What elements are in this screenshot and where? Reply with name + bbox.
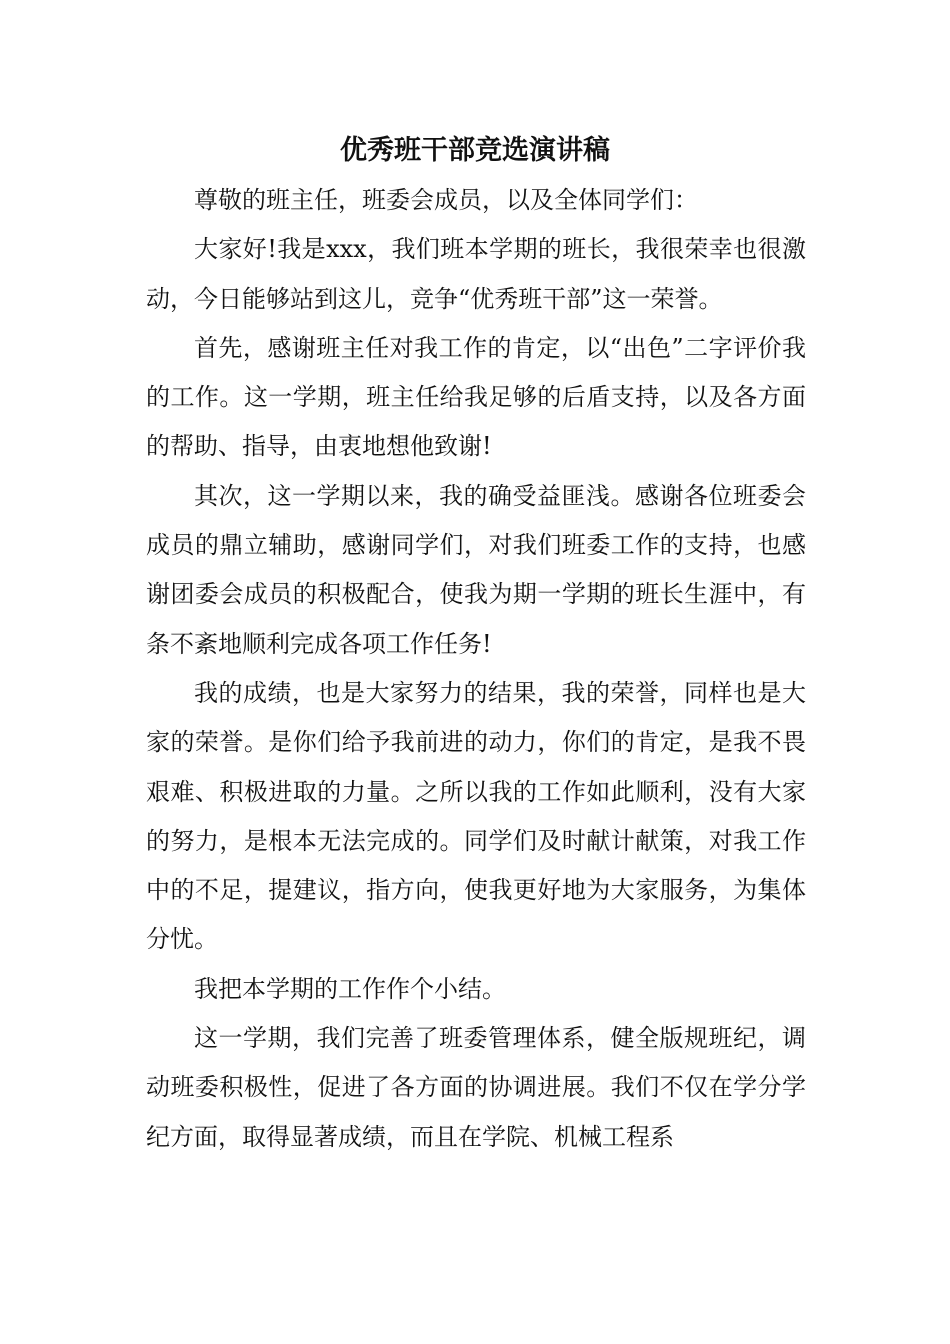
document-body: [146, 176, 806, 1162]
document-title: 优秀班干部竞选演讲稿: [340, 135, 610, 166]
thanks-teacher-paragraph: 首先，感谢班主任对我工作的肯定，以“出色”二字评价我的工作。这一学期，班主任给我足够的后盾支持，以及各方面的帮助、指导，由衷地想他致谢!: [146, 333, 806, 461]
salutation-paragraph: 尊敬的班主任，班委会成员，以及全体同学们：: [194, 186, 698, 214]
greeting-paragraph: 大家好!我是xxx，我们班本学期的班长，我很荣幸也很激动，今日能够站到这儿，竞争“优秀班干部”这一荣誉。: [146, 235, 806, 313]
achievement-paragraph: 我的成绩，也是大家努力的结果，我的荣誉，同样也是大家的荣誉。是你们给予我前进的动力，你们的肯定，是我不畏艰难、积极进取的力量。之所以我的工作如此顺利，没有大家的努力，是根本无法完成的。同学们及时献计献策，对我工作中的不足，提建议，指方向，使我更好地为大家服务，为集体分忧。: [146, 678, 806, 954]
summary-paragraph: 这一学期，我们完善了班委管理体系，健全版规班纪，调动班委积极性，促进了各方面的协调进展。我们不仅在学分学纪方面，取得显著成绩，而且在学院、机械工程系: [146, 1024, 806, 1151]
summary-intro-paragraph: 我把本学期的工作作个小结。: [194, 974, 506, 1003]
thanks-committee-paragraph: 其次，这一学期以来，我的确受益匪浅。感谢各位班委会成员的鼎立辅助，感谢同学们，对我们班委工作的支持，也感谢团委会成员的积极配合，使我为期一学期的班长生涯中，有条不紊地顺利完成各项工作任务!: [146, 481, 806, 658]
